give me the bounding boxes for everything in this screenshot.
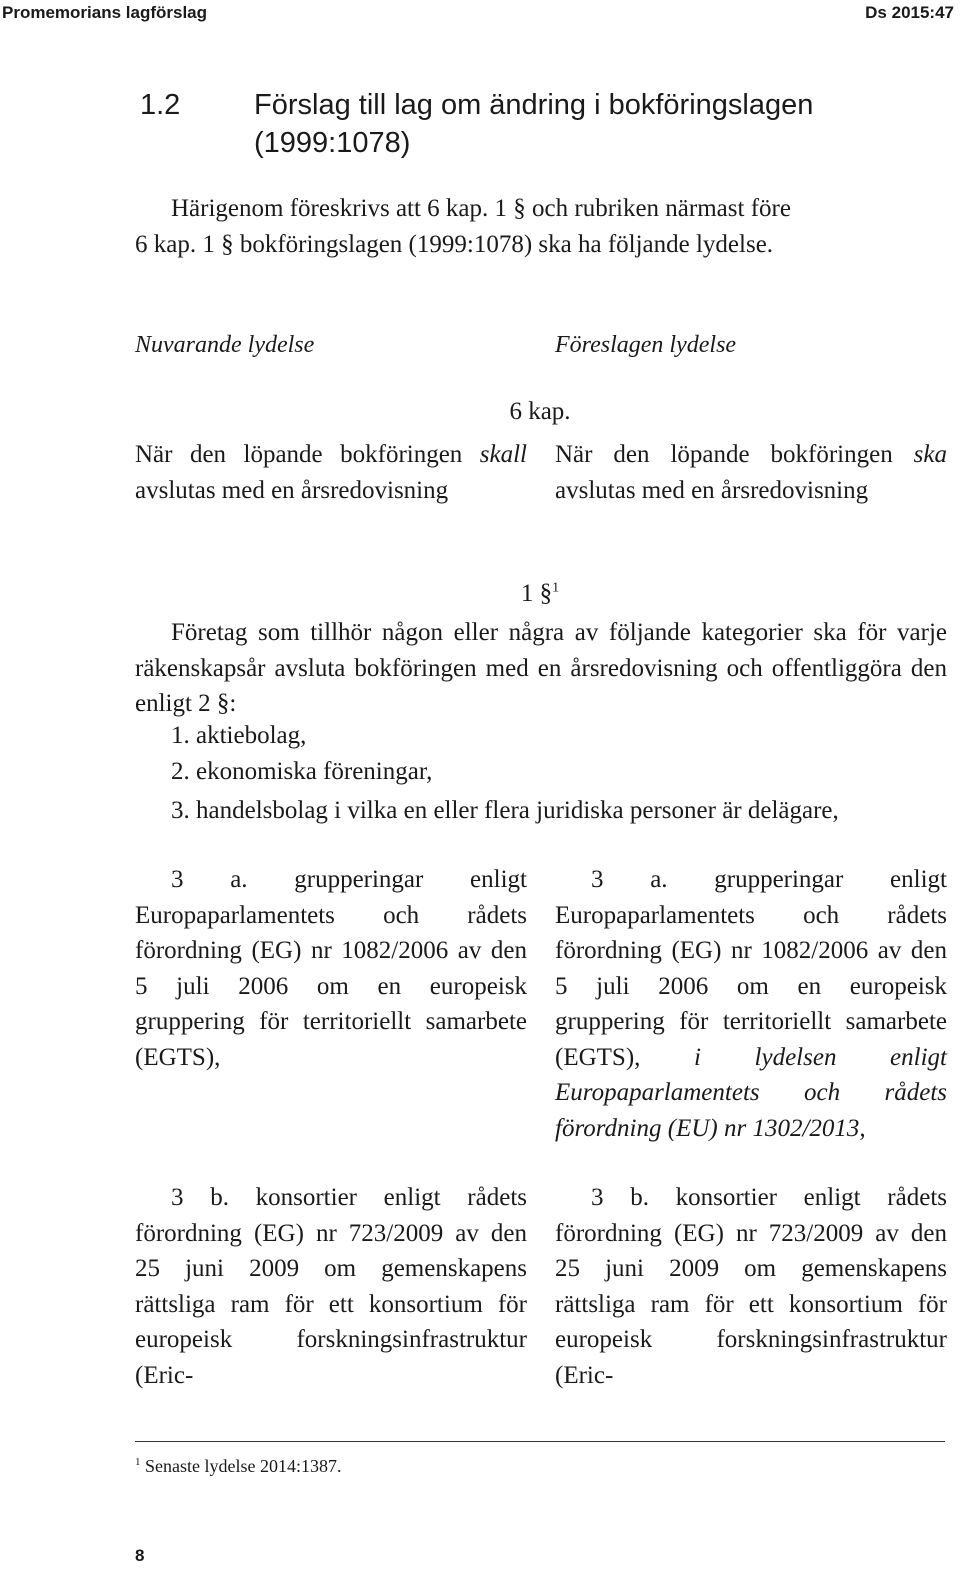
rubric-proposed-pre: När den löpande bokföringen [555,441,914,468]
footnote [135,1456,341,1477]
intro-line-2: 6 kap. 1 § bokföringslagen (1999:1078) ska ha följande lydelse. [135,231,774,258]
item-3b-proposed-text: 3 b. konsortier enligt rådets förordning (EG) nr 723/2009 av den 25 juni 2009 om gemenskapens rättsliga ram för ett konsortium för europeisk forskningsinfrastruktur (Eric- [555,1184,947,1389]
footnote-number: 1 [135,1456,141,1468]
list-item-1: 1. aktiebolag, [171,722,307,749]
intro-line-1: Härigenom föreskrivs att 6 kap. 1 § och rubriken närmast före [171,195,791,222]
title-line-1: Förslag till lag om ändring i bokföringslagen [254,89,814,121]
footnote-reference: 1 [552,580,560,596]
section-number: 1.2 [140,89,181,121]
item-3a-current [135,862,527,1075]
intro-paragraph [135,191,945,263]
paragraph-label: 1 § [520,580,553,607]
column-heading-proposed: Föreslagen lydelse [555,332,737,358]
rubric-current-italic: skall [479,441,527,468]
rubric-proposed-italic: ska [913,441,947,468]
running-header [0,0,960,28]
rubric-proposed-post: avslutas med en årsredovisning [555,476,869,504]
list-item-3: 3. handelsbolag i vilka en eller flera juridiska personer är delägare, [171,797,839,824]
page-number: 8 [135,1546,145,1565]
footnote-separator [135,1441,945,1442]
header-right: Ds 2015:47 [865,3,954,22]
footnote-text: Senaste lydelse 2014:1387. [145,1456,342,1476]
item-3a-proposed [555,862,947,1146]
item-3b-proposed [555,1180,947,1393]
item-3a-proposed-text: 3 a. grupperingar enligt Europaparlamentets och rådets förordning (EG) nr 1082/2006 av den 5 juli 2006 om en europeisk gruppering för territoriellt samarbete (EGTS), [555,866,947,1071]
rubric-current [135,437,527,508]
paragraph-1-text: Företag som tillhör någon eller några av följande kategorier ska för varje räkenskapsår avsluta bokföringen med en årsredovisning och offentliggöra den enligt 2 §: [135,619,947,717]
header-left: Promemorians lagförslag [2,3,208,22]
item-3a-current-text: 3 a. grupperingar enligt Europaparlamentets och rådets förordning (EG) nr 1082/2006 av den 5 juli 2006 om en europeisk gruppering för territoriellt samarbete (EGTS), [135,866,527,1071]
rubric-proposed [555,437,947,508]
column-heading-current: Nuvarande lydelse [135,332,315,358]
rubric-current-post: avslutas med en årsredovisning [135,476,449,504]
list-item-2: 2. ekonomiska föreningar, [171,758,433,785]
chapter-heading: 6 kap. [509,398,571,425]
paragraph-heading [0,580,960,608]
item-3b-current [135,1180,527,1393]
item-3b-current-text: 3 b. konsortier enligt rådets förordning (EG) nr 723/2009 av den 25 juni 2009 om gemenskapens rättsliga ram för ett konsortium för europeisk forskningsinfrastruktur (Eric- [135,1184,527,1389]
title-line-2: (1999:1078) [254,127,411,159]
item-3a-proposed-italic: i lydelsen enligt Europaparlamentets och rådets förordning (EU) nr 1302/2013, [555,1043,947,1142]
rubric-current-pre: När den löpande bokföringen [135,441,480,468]
section-title-text [254,86,914,162]
